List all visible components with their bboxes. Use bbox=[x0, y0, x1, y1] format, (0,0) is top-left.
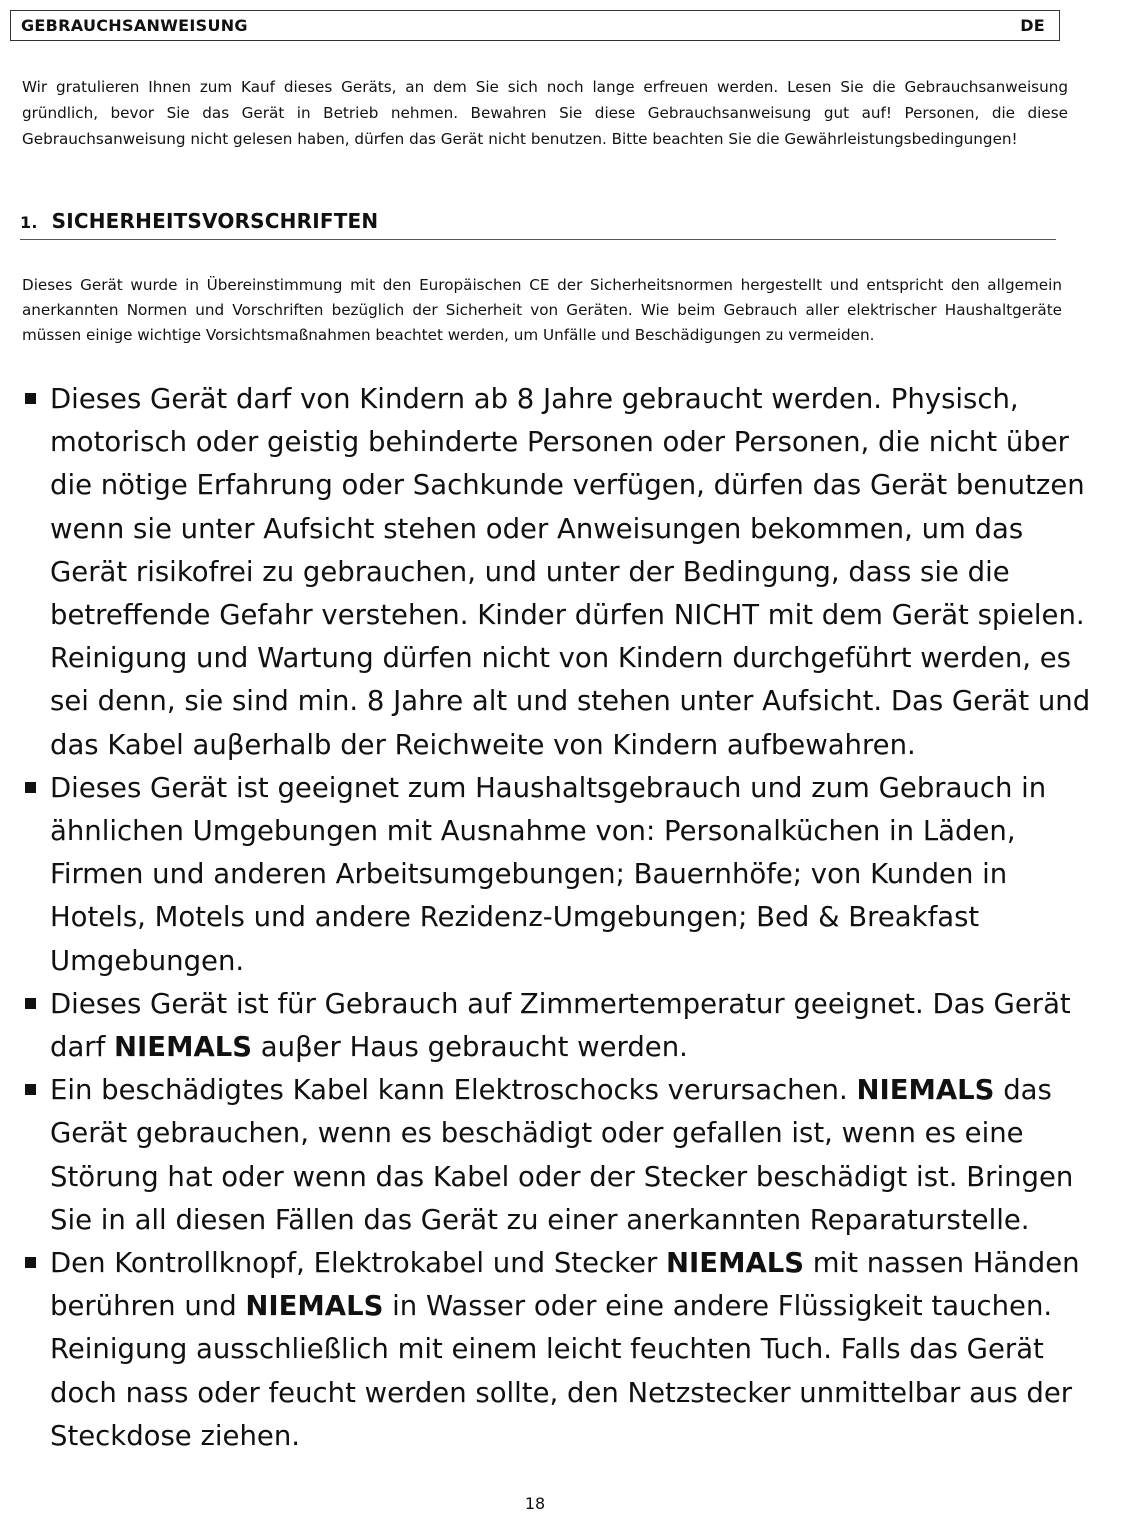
section-number: 1. bbox=[20, 213, 38, 232]
bullet-text: darf bbox=[50, 1031, 115, 1064]
square-bullet-icon bbox=[25, 782, 36, 793]
bullet-line: Reinigung und Wartung dürfen nicht von Kindern durchgeführt werden, es bbox=[50, 642, 1071, 675]
square-bullet-icon bbox=[25, 998, 36, 1009]
language-code: DE bbox=[1020, 16, 1045, 35]
bullet-line bbox=[50, 1026, 1127, 1069]
bullet-line: betreffende Gefahr verstehen. Kinder dürfen NICHT mit dem Gerät spielen. bbox=[50, 599, 1085, 632]
emphasis-niemals: NIEMALS bbox=[856, 1074, 995, 1107]
bullet-line: doch nass oder feucht werden sollte, den Netzstecker unmittelbar aus der bbox=[50, 1376, 1073, 1409]
intro-paragraph: Wir gratulieren Ihnen zum Kauf dieses Geräts, an dem Sie sich noch lange erfreuen werden. Lesen Sie die Gebrauchsanweisung gründlich, bevor Sie das Gerät in Betrieb nehmen. Bewahren Sie diese Gebrauchsanweisung gut auf! Personen, die diese Gebrauchsanweisung nicht gelesen haben, dürfen das Gerät nicht benutzen. Bitte beachten Sie die Gewährleistungsbedingungen! bbox=[22, 78, 1068, 148]
section-title: SICHERHEITSVORSCHRIFTEN bbox=[51, 209, 379, 233]
bullet-line: ähnlichen Umgebungen mit Ausnahme von: Personalküchen in Läden, bbox=[50, 815, 1016, 848]
section-intro-paragraph: Dieses Gerät wurde in Übereinstimmung mit den Europäischen CE der Sicherheitsnormen hergestellt und entspricht den allgemein anerkannten Normen und Vorschriften bezüglich der Sicherheit von Geräten. Wie beim Gebrauch aller elektrischer Haushaltgeräte müssen einige wichtige Vorsichtsmaßnahmen beachtet werden, um Unfälle und Beschädigungen zu vermeiden. bbox=[22, 276, 1062, 344]
emphasis-niemals: NIEMALS bbox=[245, 1290, 384, 1323]
square-bullet-icon bbox=[25, 1084, 36, 1095]
bullet-line: Dieses Gerät ist geeignet zum Haushaltsgebrauch und zum Gebrauch in bbox=[50, 771, 1047, 804]
bullet-line: sei denn, sie sind min. 8 Jahre alt und stehen unter Aufsicht. Das Gerät und bbox=[50, 685, 1091, 718]
emphasis-niemals: NIEMALS bbox=[666, 1247, 805, 1280]
bullet-line: Sie in all diesen Fällen das Gerät zu einer anerkannten Reparaturstelle. bbox=[50, 1203, 1030, 1236]
list-item bbox=[0, 1242, 1127, 1458]
bullet-line: motorisch oder geistig behinderte Personen oder Personen, die nicht über bbox=[50, 426, 1069, 459]
bullet-line: Steckdose ziehen. bbox=[50, 1419, 300, 1452]
bullet-line: Firmen und anderen Arbeitsumgebungen; Bauernhöfe; von Kunden in bbox=[50, 858, 1008, 891]
bullet-line bbox=[50, 1242, 1127, 1285]
bullet-line: Gerät gebrauchen, wenn es beschädigt oder gefallen ist, wenn es eine bbox=[50, 1117, 1024, 1150]
section-heading bbox=[20, 209, 1056, 240]
list-item bbox=[0, 1069, 1127, 1242]
document-title: GEBRAUCHSANWEISUNG bbox=[21, 16, 248, 35]
list-item bbox=[0, 378, 1127, 767]
page-number: 18 bbox=[524, 1494, 546, 1513]
bullet-line: wenn sie unter Aufsicht stehen oder Anweisungen bekommen, um das bbox=[50, 512, 1024, 545]
bullet-text: mit nassen Händen bbox=[804, 1247, 1080, 1280]
bullet-line: Dieses Gerät darf von Kindern ab 8 Jahre gebraucht werden. Physisch, bbox=[50, 383, 1019, 415]
bullet-line: das Kabel auβerhalb der Reichweite von Kindern aufbewahren. bbox=[50, 728, 916, 761]
bullet-text: berühren und bbox=[50, 1290, 246, 1323]
list-item bbox=[0, 767, 1127, 983]
bullet-line: Dieses Gerät ist für Gebrauch auf Zimmertemperatur geeignet. Das Gerät bbox=[50, 987, 1071, 1020]
bullet-text: Den Kontrollknopf, Elektrokabel und Stecker bbox=[50, 1247, 667, 1280]
bullet-line: Störung hat oder wenn das Kabel oder der Stecker beschädigt ist. Bringen bbox=[50, 1160, 1074, 1193]
bullet-text: auβer Haus gebraucht werden. bbox=[252, 1031, 688, 1064]
bullet-text: in Wasser oder eine andere Flüssigkeit tauchen. bbox=[383, 1290, 1053, 1323]
bullet-line: die nötige Erfahrung oder Sachkunde verfügen, dürfen das Gerät benutzen bbox=[50, 469, 1085, 502]
bullet-line: Reinigung ausschließlich mit einem leicht feuchten Tuch. Falls das Gerät bbox=[50, 1333, 1044, 1366]
list-item bbox=[0, 983, 1127, 1069]
emphasis-niemals: NIEMALS bbox=[114, 1031, 253, 1064]
square-bullet-icon bbox=[25, 393, 36, 404]
bullet-text: Ein beschädigtes Kabel kann Elektroschocks verursachen. bbox=[50, 1074, 857, 1107]
document-header bbox=[10, 10, 1060, 41]
bullet-line bbox=[50, 1069, 1127, 1112]
bullet-text: das bbox=[994, 1074, 1052, 1107]
bullet-line: Hotels, Motels und andere Rezidenz-Umgebungen; Bed & Breakfast bbox=[50, 901, 980, 934]
bullet-line: Gerät risikofrei zu gebrauchen, und unter der Bedingung, dass sie die bbox=[50, 555, 1010, 588]
bullet-line: Umgebungen. bbox=[50, 944, 245, 977]
bullet-line bbox=[50, 1285, 1127, 1328]
safety-bullet-list bbox=[0, 378, 1127, 1458]
square-bullet-icon bbox=[25, 1257, 36, 1268]
